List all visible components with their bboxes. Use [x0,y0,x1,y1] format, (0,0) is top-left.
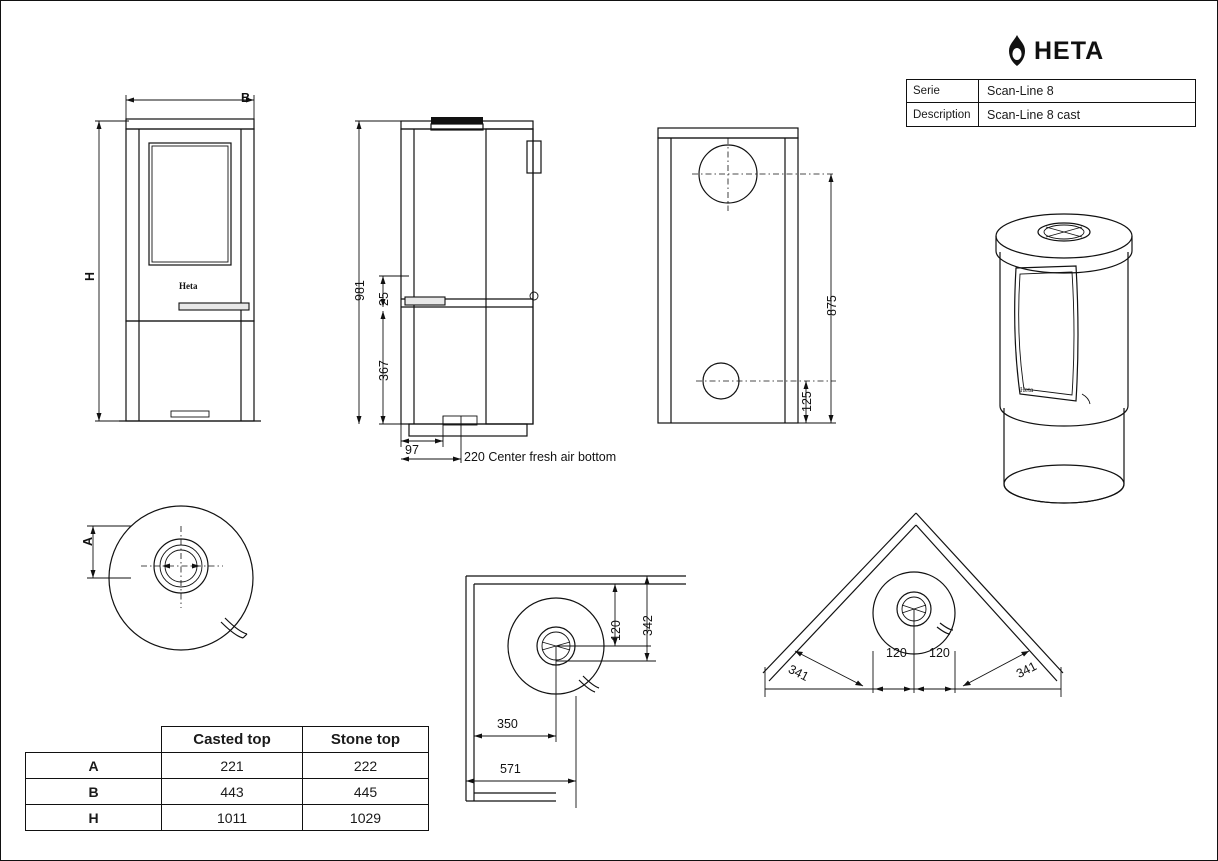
corner-left-label: 341 [785,662,811,684]
spec-header-stone: Stone top [303,727,429,753]
spec-label-h: H [26,805,162,831]
wall-back-label: 342 [641,615,655,636]
title-block-value-serie: Scan-Line 8 [987,84,1054,98]
svg-text:Heta: Heta [179,281,198,291]
back-flue-height-label: 875 [825,295,839,316]
spec-label-b: B [26,779,162,805]
wall-total-label: 571 [500,762,521,776]
back-view [646,116,856,446]
spec-table-row-b [26,779,429,805]
title-block [906,79,1196,127]
corner-center-right-label: 120 [929,646,950,660]
front-view [71,81,301,451]
title-block-value-description: Scan-Line 8 cast [987,107,1081,122]
title-block-key-description: Description [907,103,979,126]
spec-a-casted: 221 [162,753,303,779]
spec-table [25,726,429,831]
side-fresh-air-label: 220 Center fresh air bottom [464,450,617,464]
brand-name: HETA [1034,36,1105,65]
side-base-label: 97 [405,443,419,457]
corner-center-left-label: 120 [886,646,907,660]
spec-header-blank [26,727,162,753]
spec-b-casted: 443 [162,779,303,805]
front-height-label: H [83,271,97,281]
title-block-row-description [907,103,1195,126]
spec-a-stone: 222 [303,753,429,779]
wall-clearance-view [451,546,691,821]
side-mid-label: 367 [377,360,391,381]
brand-logo [1006,34,1104,68]
title-block-row-serie [907,80,1195,103]
corner-clearance-view [751,501,1071,716]
top-view [71,496,321,666]
svg-text:Heta: Heta [1020,386,1034,394]
title-block-key-serie: Serie [907,80,979,102]
spec-table-header-row [26,727,429,753]
corner-right-label: 341 [1013,659,1039,681]
side-top-offset-label: 25 [377,292,391,306]
flame-icon [1006,34,1028,68]
spec-header-casted: Casted top [162,727,303,753]
back-air-height-label: 125 [800,391,814,412]
spec-table-row-a [26,753,429,779]
side-view [331,111,661,471]
wall-front-label: 350 [497,717,518,731]
perspective-view [986,196,1146,516]
top-depth-label: A [81,536,95,546]
spec-h-casted: 1011 [162,805,303,831]
spec-label-a: A [26,753,162,779]
wall-side-label: 120 [609,620,623,641]
front-width-label: B [241,91,251,105]
side-total-height-label: 981 [353,280,367,301]
spec-b-stone: 445 [303,779,429,805]
spec-h-stone: 1029 [303,805,429,831]
spec-table-row-h [26,805,429,831]
